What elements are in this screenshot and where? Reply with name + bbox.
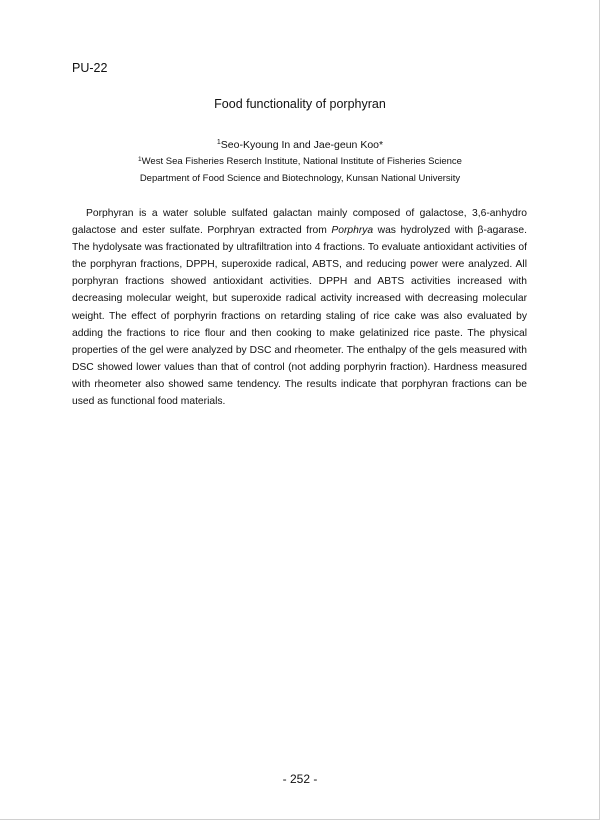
author-line — [0, 138, 600, 152]
paper-title: Food functionality of porphyran — [214, 97, 386, 111]
affiliation-1-marker: 1 — [138, 156, 142, 163]
abstract-italic-species: Porphrya — [331, 225, 374, 237]
affiliation-2-text: Department of Food Science and Biotechnology, Kunsan National University — [139, 173, 461, 184]
session-code: PU-22 — [72, 61, 108, 75]
page-number: - 252 - — [282, 772, 318, 786]
abstract-text-part-1: Porphyran is a water soluble sulfated galactan mainly composed of galactose, 3,6-anhydro galactose and ester sulfate. Porphryan extracted from — [72, 208, 527, 237]
affiliation-1 — [0, 155, 600, 168]
abstract-text-part-2: was hydrolyzed with β-agarase. The hydolysate was fractionated by ultrafiltration into 4 fractions. To evaluate antioxidant activities of the porphyran fractions, DPPH, superoxide radical, ABTS, and reducing power were analyzed. All porphyran fractions showed antioxidant activities. DPPH and ABTS activities increased with decreasing molecular weight, but superoxide radical activity increased with decreasing molecular weight. The effect of porphyrin fractions on retarding staling of rice cake was also evaluated by adding the fractions to rice flour and then cooking to make gelatinized rice paste. The physical properties of the gel were analyzed by DSC and rheometer. The enthalpy of the gels measured with DSC showed lower values than that of control (not adding porphyrin fraction). Hardness measured with rheometer also showed same tendency. The results indicate that porphyran fractions can be used as functional food materials. — [72, 225, 527, 408]
affiliation-2 — [0, 172, 600, 185]
author-names: Seo-Kyoung In and Jae-geun Koo* — [220, 139, 384, 151]
affiliation-1-text: West Sea Fisheries Reserch Institute, National Institute of Fisheries Science — [141, 156, 462, 167]
author-affiliation-marker: 1 — [216, 139, 221, 146]
abstract-paragraph — [72, 205, 527, 410]
